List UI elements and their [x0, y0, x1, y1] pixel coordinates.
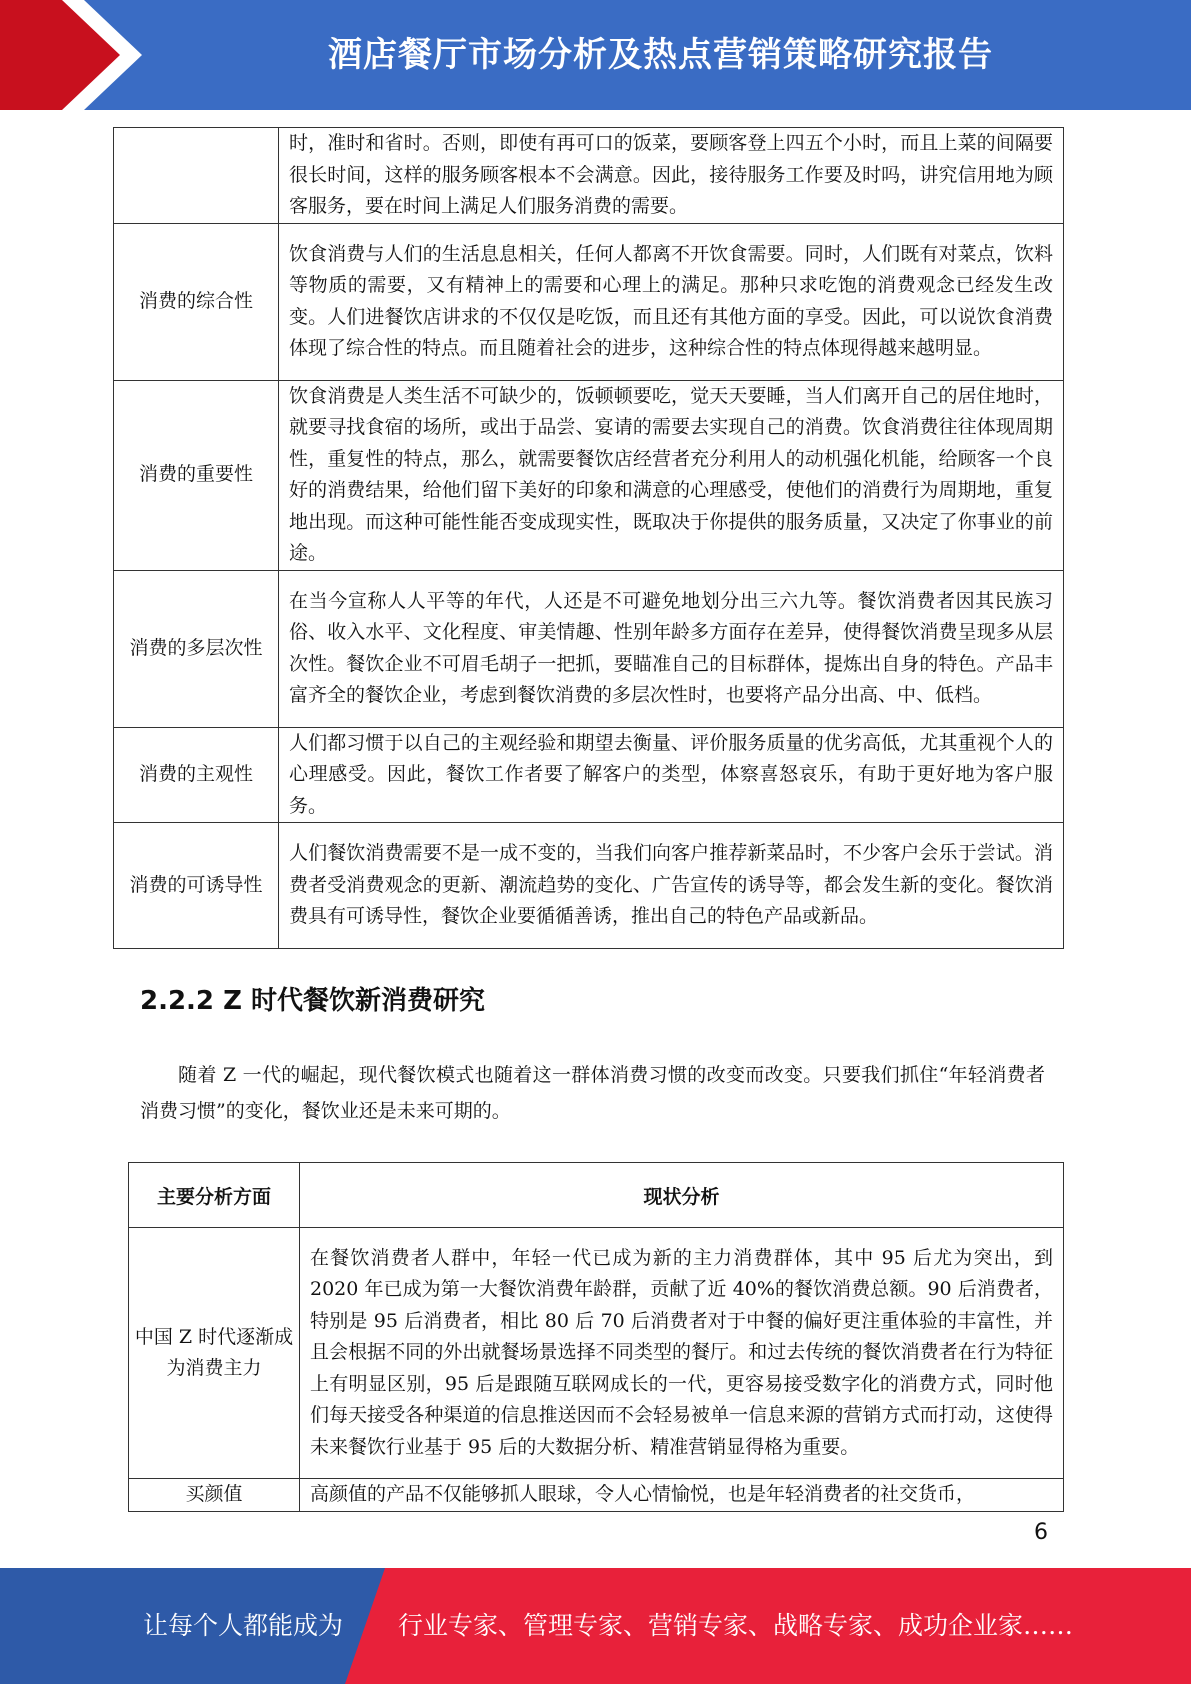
table-header-row [129, 1163, 1064, 1228]
table-row [114, 570, 1064, 727]
header-red-block [0, 0, 70, 110]
row-label [114, 128, 279, 224]
footer-blue-diagonal [345, 1568, 385, 1684]
footer-slogan-left: 让每个人都能成为 [143, 1611, 344, 1640]
table-row [129, 1479, 1064, 1512]
table-row [114, 223, 1064, 380]
row-label: 消费的主观性 [114, 727, 279, 823]
header-chevron-icon [62, 0, 152, 110]
row-label: 消费的多层次性 [114, 570, 279, 727]
column-header-aspect: 主要分析方面 [129, 1163, 300, 1228]
row-content: 人们都习惯于以自己的主观经验和期望去衡量、评价服务质量的优劣高低，尤其重视个人的心理感受。因此，餐饮工作者要了解客户的类型，体察喜怒哀乐，有助于更好地为客户服务。 [279, 727, 1064, 823]
table-row [114, 727, 1064, 823]
section-heading: 2.2.2 Z 时代餐饮新消费研究 [140, 986, 485, 1016]
row-content: 高颜值的产品不仅能够抓人眼球，令人心情愉悦，也是年轻消费者的社交货币， [300, 1479, 1064, 1512]
report-title: 酒店餐厅市场分析及热点营销策略研究报告 [328, 35, 993, 75]
row-label: 买颜值 [129, 1479, 300, 1512]
table-row [114, 128, 1064, 224]
consumption-characteristics-table [113, 127, 1064, 949]
row-label: 消费的可诱导性 [114, 823, 279, 949]
row-content: 时，准时和省时。否则，即使有再可口的饭菜，要顾客登上四五个小时，而且上菜的间隔要很长时间，这样的服务顾客根本不会满意。因此，接待服务工作要及时吗，讲究信用地为顾客服务，要在时间上满足人们服务消费的需要。 [279, 128, 1064, 224]
row-content: 在当今宣称人人平等的年代，人还是不可避免地划分出三六九等。餐饮消费者因其民族习俗、收入水平、文化程度、审美情趣、性别年龄多方面存在差异，使得餐饮消费呈现多从层次性。餐饮企业不可眉毛胡子一把抓，要瞄准自己的目标群体，提炼出自身的特色。产品丰富齐全的餐饮企业，考虑到餐饮消费的多层次性时，也要将产品分出高、中、低档。 [279, 570, 1064, 727]
z-generation-analysis-table [128, 1162, 1064, 1512]
column-header-analysis: 现状分析 [300, 1163, 1064, 1228]
section-paragraph: 随着 Z 一代的崛起，现代餐饮模式也随着这一群体消费习惯的改变而改变。只要我们抓住“年轻消费者消费习惯”的变化，餐饮业还是未来可期的。 [140, 1064, 1045, 1122]
row-content: 饮食消费与人们的生活息息相关，任何人都离不开饮食需要。同时，人们既有对菜点，饮料等物质的需要，又有精神上的需要和心理上的满足。那种只求吃饱的消费观念已经发生改变。人们进餐饮店讲求的不仅仅是吃饭，而且还有其他方面的享受。因此，可以说饮食消费体现了综合性的特点。而且随着社会的进步，这种综合性的特点体现得越来越明显。 [279, 223, 1064, 380]
table-row [129, 1228, 1064, 1479]
footer-slogan-right: 行业专家、管理专家、营销专家、战略专家、成功企业家…… [398, 1611, 1074, 1640]
table-row [114, 380, 1064, 570]
row-content: 饮食消费是人类生活不可缺少的，饭顿顿要吃，觉天天要睡，当人们离开自己的居住地时，就要寻找食宿的场所，或出于品尝、宴请的需要去实现自己的消费。饮食消费往往体现周期性，重复性的特点，那么，就需要餐饮店经营者充分利用人的动机强化机能，给顾客一个良好的消费结果，给他们留下美好的印象和满意的心理感受，使他们的消费行为周期地，重复地出现。而这种可能性能否变成现实性，既取决于你提供的服务质量，又决定了你事业的前途。 [279, 380, 1064, 570]
row-label: 消费的重要性 [114, 380, 279, 570]
row-label: 中国 Z 时代逐渐成为消费主力 [129, 1228, 300, 1479]
page-header [0, 0, 1191, 110]
row-label: 消费的综合性 [114, 223, 279, 380]
page-number: 6 [1034, 1520, 1048, 1545]
row-content: 在餐饮消费者人群中，年轻一代已成为新的主力消费群体，其中 95 后尤为突出，到 2020 年已成为第一大餐饮消费年龄群，贡献了近 40%的餐饮消费总额。90 后消费者，特别是 95 后消费者，相比 80 后 70 后消费者对于中餐的偏好更注重体验的丰富性，并且会根据不同的外出就餐场景选择不同类型的餐厅。和过去传统的餐饮消费者在行为特征上有明显区别，95 后是跟随互联网成长的一代，更容易接受数字化的消费方式，同时他们每天接受各种渠道的信息推送因而不会轻易被单一信息来源的营销方式而打动，这使得未来餐饮行业基于 95 后的大数据分析、精准营销显得格为重要。 [300, 1228, 1064, 1479]
row-content: 人们餐饮消费需要不是一成不变的，当我们向客户推荐新菜品时，不少客户会乐于尝试。消费者受消费观念的更新、潮流趋势的变化、广告宣传的诱导等，都会发生新的变化。餐饮消费具有可诱导性，餐饮企业要循循善诱，推出自己的特色产品或新品。 [279, 823, 1064, 949]
table-row [114, 823, 1064, 949]
page-footer [0, 1568, 1191, 1684]
